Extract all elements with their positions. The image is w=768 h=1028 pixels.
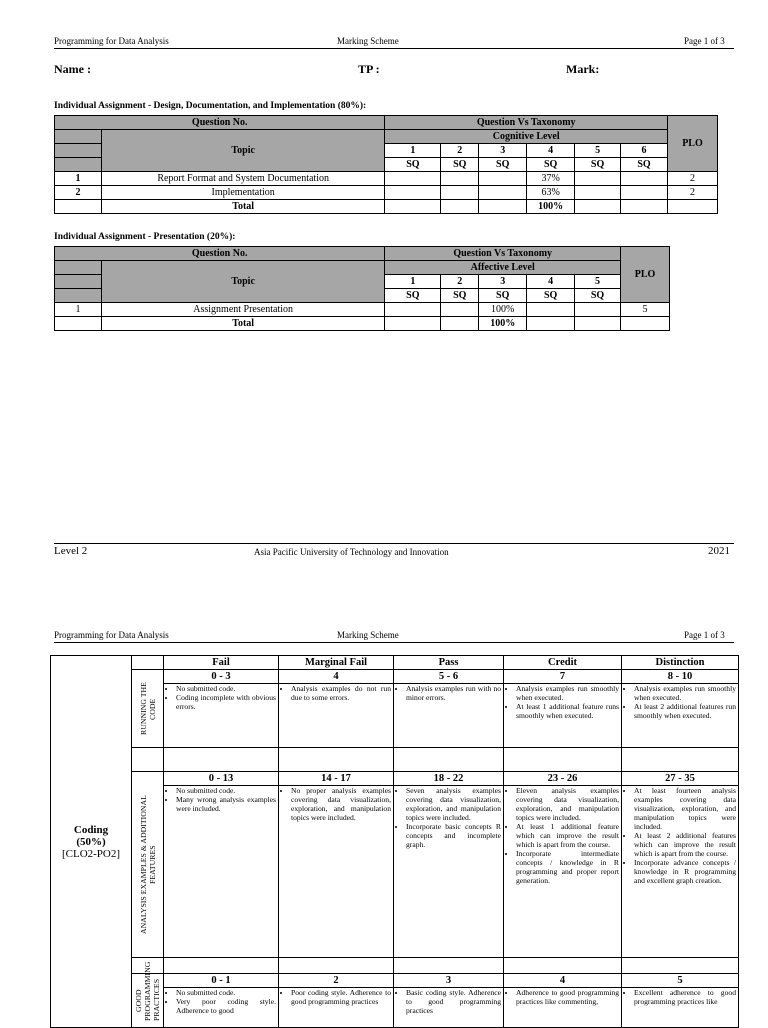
- header-right: Page 1 of 3: [684, 630, 725, 640]
- rubric-cell: • No submitted code. • Many wrong analysis examples were included.: [164, 786, 279, 958]
- rubric-cell: • At least fourteen analysis examples covering data visualization, exploration, and manipulation topics were included. • At least 2 additional features which can improve the result which is apart from the course. • Incorporate advance concepts / knowledge in R programming and excellent graph creation.: [622, 786, 739, 958]
- total-row: [55, 317, 670, 331]
- sq-label: SQ: [385, 158, 441, 172]
- total-value: 100%: [479, 317, 527, 331]
- grade-credit: Credit: [504, 656, 622, 670]
- header-rule: [54, 48, 734, 49]
- criterion-cell: [51, 656, 132, 1028]
- range: 0 - 13: [164, 772, 279, 786]
- row-plo: 5: [621, 303, 670, 317]
- sq-label: SQ: [479, 158, 527, 172]
- grade-marginal-fail: Marginal Fail: [279, 656, 394, 670]
- total-label: Total: [101, 317, 384, 331]
- table-row: [55, 303, 670, 317]
- footer-left: Level 2: [54, 545, 88, 557]
- header-right: Page 1 of 3: [684, 36, 725, 46]
- sq-label: SQ: [441, 158, 479, 172]
- level-4: 4: [527, 275, 575, 289]
- rubric-cell: • Analysis examples run smoothly when executed. • At least 2 additional features run smoothly when executed.: [622, 684, 739, 748]
- sq-label: SQ: [479, 289, 527, 303]
- section-label: RUNNING THE CODE: [138, 682, 157, 735]
- range: 23 - 26: [504, 772, 622, 786]
- cognitive-level-header: Cognitive Level: [385, 130, 668, 144]
- criterion-weight: (50%): [76, 835, 106, 848]
- level-6: 6: [621, 144, 668, 158]
- total-label: Total: [101, 200, 385, 214]
- header-left: Programming for Data Analysis: [54, 36, 169, 46]
- range: 14 - 17: [279, 772, 394, 786]
- range: 0 - 1: [164, 974, 279, 988]
- range: 8 - 10: [622, 670, 739, 684]
- range: 2: [279, 974, 394, 988]
- range: 5: [622, 974, 739, 988]
- page-two: [0, 620, 768, 1024]
- affective-level-header: Affective Level: [385, 261, 621, 275]
- header-center: Marking Scheme: [337, 36, 399, 46]
- rubric-cell: • Poor coding style. Adherence to good programming practices: [279, 988, 394, 1028]
- criterion-clo: [CLO2-PO2]: [61, 847, 121, 860]
- header-rule: [54, 642, 734, 643]
- range: 4: [504, 974, 622, 988]
- mark-label: Mark:: [566, 62, 600, 76]
- rubric-cell: • No submitted code. • Coding incomplete with obvious errors.: [164, 684, 279, 748]
- level-1: 1: [385, 144, 441, 158]
- sq-label: SQ: [575, 289, 621, 303]
- level-1: 1: [385, 275, 441, 289]
- section-label: ANALYSIS EXAMPLES & ADDITIONAL FEATURES: [138, 795, 157, 934]
- grade-pass: Pass: [394, 656, 504, 670]
- rubric-table: [50, 655, 739, 1028]
- footer-right: 2021: [708, 545, 730, 557]
- row-plo: 2: [667, 172, 717, 186]
- rubric-cell: • Excellent adherence to good programming practices like: [622, 988, 739, 1028]
- range: 3: [394, 974, 504, 988]
- affective-table: [54, 246, 670, 331]
- section2-title: Individual Assignment - Presentation (20%):: [54, 232, 236, 242]
- row-topic: Implementation: [101, 186, 385, 200]
- rubric-cell: • No submitted code. • Very poor coding style. Adherence to good: [164, 988, 279, 1028]
- level-5: 5: [575, 144, 621, 158]
- total-value: 100%: [527, 200, 575, 214]
- rubric-cell: • Adherence to good programming practices like commenting,: [504, 988, 622, 1028]
- grade-fail: Fail: [164, 656, 279, 670]
- row-no: 2: [55, 186, 102, 200]
- header-center: Marking Scheme: [337, 630, 399, 640]
- tp-label: TP :: [358, 62, 380, 76]
- rubric-cell: • Eleven analysis examples covering data visualization, exploration, and manipulation topics were included. • At least 1 additional feature which can improve the result which is apart from the course. • Incorporate intermediate concepts / knowledge in R programming and proper report generation.: [504, 786, 622, 958]
- level-3: 3: [479, 144, 527, 158]
- range: 27 - 35: [622, 772, 739, 786]
- plo-header: PLO: [621, 247, 670, 303]
- range: 5 - 6: [394, 670, 504, 684]
- level-4: 4: [527, 144, 575, 158]
- question-no-header: Question No.: [55, 116, 385, 130]
- question-no-header: Question No.: [55, 247, 385, 261]
- sq-label: SQ: [441, 289, 479, 303]
- sq-label: SQ: [527, 158, 575, 172]
- section-label: GOOD PROGRAMMING PRACTICES: [134, 961, 161, 1021]
- row-plo: 2: [667, 186, 717, 200]
- range: 4: [279, 670, 394, 684]
- section1-title: Individual Assignment - Design, Documentation, and Implementation (80%):: [54, 101, 367, 111]
- rubric-cell: • Analysis examples do not run due to some errors.: [279, 684, 394, 748]
- criterion-title: Coding: [73, 823, 109, 836]
- range: 7: [504, 670, 622, 684]
- rubric-cell: • Basic coding style. Adherence to good programming practices: [394, 988, 504, 1028]
- total-row: [55, 200, 718, 214]
- row-level-4: 63%: [527, 186, 575, 200]
- row-topic: Assignment Presentation: [101, 303, 384, 317]
- qvt-header: Question Vs Taxonomy: [385, 247, 621, 261]
- level-2: 2: [441, 144, 479, 158]
- row-no: 1: [55, 172, 102, 186]
- level-5: 5: [575, 275, 621, 289]
- grade-distinction: Distinction: [622, 656, 739, 670]
- table-row: [55, 172, 718, 186]
- level-3: 3: [479, 275, 527, 289]
- level-2: 2: [441, 275, 479, 289]
- sq-label: SQ: [575, 158, 621, 172]
- row-no: 1: [55, 303, 102, 317]
- topic-header: Topic: [101, 261, 384, 303]
- header-left: Programming for Data Analysis: [54, 630, 169, 640]
- row-level-3: 100%: [479, 303, 527, 317]
- sq-label: SQ: [621, 158, 668, 172]
- range: 0 - 3: [164, 670, 279, 684]
- row-topic: Report Format and System Documentation: [101, 172, 385, 186]
- rubric-cell: • Seven analysis examples covering data visualization, exploration, and manipulation topics were included. • Incorporate basic concepts R concepts and incomplete graph.: [394, 786, 504, 958]
- rubric-cell: • Analysis examples run smoothly when executed. • At least 1 additional feature runs smoothly when executed.: [504, 684, 622, 748]
- topic-header: Topic: [101, 130, 385, 172]
- plo-header: PLO: [667, 116, 717, 172]
- name-label: Name :: [54, 62, 91, 76]
- footer-center: Asia Pacific University of Technology and Innovation: [254, 547, 449, 557]
- rubric-cell: • No proper analysis examples covering data visualization, exploration, and manipulation topics were included.: [279, 786, 394, 958]
- table-row: [55, 186, 718, 200]
- sq-label: SQ: [385, 289, 441, 303]
- footer-rule: [54, 543, 734, 544]
- qvt-header: Question Vs Taxonomy: [385, 116, 668, 130]
- row-level-4: 37%: [527, 172, 575, 186]
- range: 18 - 22: [394, 772, 504, 786]
- rubric-cell: • Analysis examples run with no minor errors.: [394, 684, 504, 748]
- sq-label: SQ: [527, 289, 575, 303]
- cognitive-table: [54, 115, 718, 214]
